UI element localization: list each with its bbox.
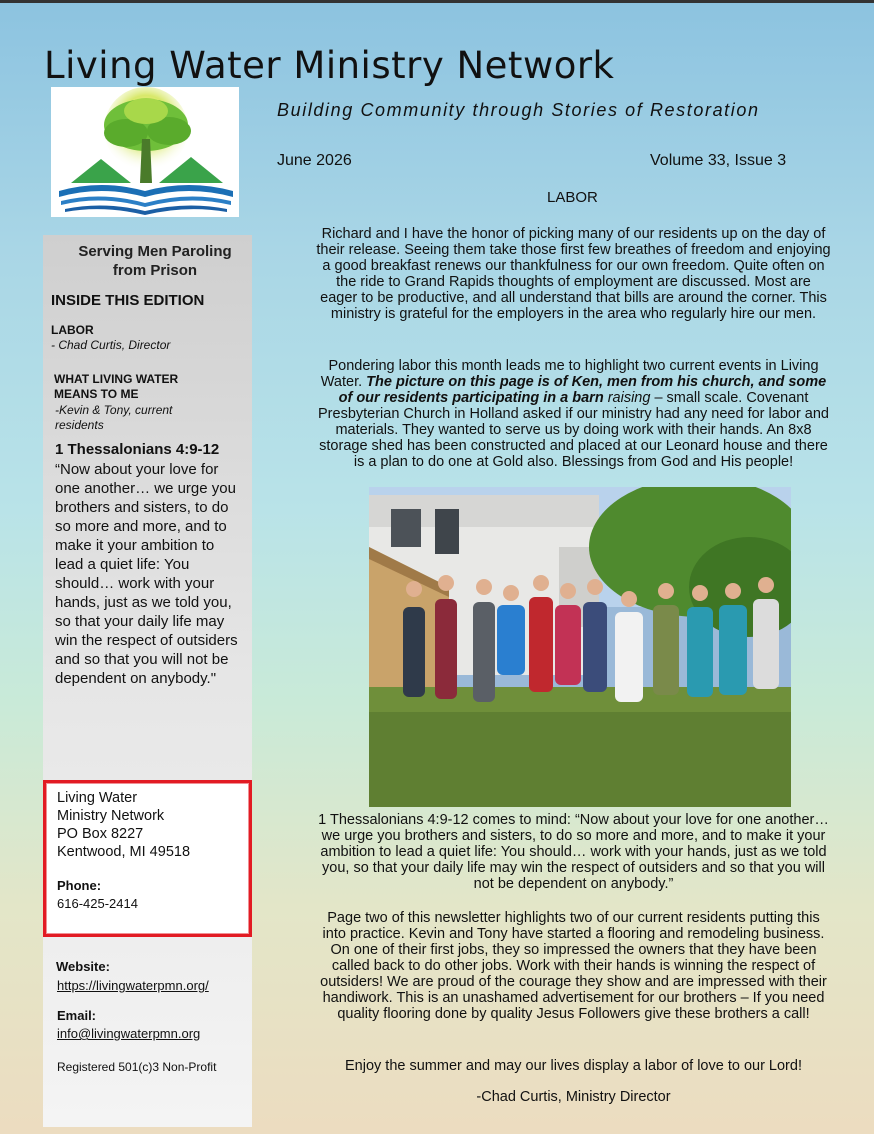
- phone-number: 616-425-2414: [57, 896, 138, 911]
- address-line: Living Water: [57, 790, 138, 806]
- website-link[interactable]: https://livingwaterpmn.org/: [57, 978, 209, 993]
- newsletter-subtitle: Building Community through Stories of Restoration: [277, 100, 760, 120]
- sidebar-verse-text: “Now about your love for one another… we urge you brothers and sisters, to do so more and more, and to make it your ambition to lead a quiet life: You should… work with your hands, just as we told you, so that your daily life may win the respect of outsiders and so that you will not be dependent on anybody.": [55, 461, 238, 687]
- phone-label: Phone:: [57, 878, 102, 893]
- issue-volume: Volume 33, Issue 3: [650, 152, 787, 169]
- article-paragraph-1: Richard and I have the honor of picking many of our residents up on the day of their release. Seeing them take those first few breathes of freedom and enjoying a good breakfast renews our thankfulness for our own freedom. Quite often on the ride to Grand Rapids thoughts of employment are discussed. Most are eager to be productive, and all understand that bills are around the corner. This ministry is grateful for the employers in the area who regularly hire our men.: [316, 226, 831, 322]
- toc-item-what-living-water-author: -Kevin & Tony, current residents: [55, 403, 173, 432]
- italic-word: raising: [607, 390, 651, 406]
- article-paragraph-4: Page two of this newsletter highlights two of our current residents putting this into practice. Kevin and Tony have started a flooring and remodeling business. On one of their first jobs, they so impressed the owners that they have been called back to do other jobs. Work with their hands is winning the respect of outsiders! We are proud of the courage they show and are impressed with their handiwork. This is an unashamed advertisement for our brothers – If you need quality flooring done by quality Jesus Followers give these brothers a call!: [320, 910, 827, 1022]
- address-line: Ministry Network: [57, 808, 165, 824]
- email-label: Email:: [57, 1008, 97, 1023]
- toc-item-what-living-water: WHAT LIVING WATER MEANS TO ME: [54, 372, 179, 401]
- emphasis-text: The picture on this page is of Ken, men from his church, and some of our residents participating in a barn: [338, 374, 827, 406]
- group-photo: [369, 487, 791, 807]
- inside-edition-heading: INSIDE THIS EDITION: [51, 292, 205, 309]
- sidebar-tagline: Serving Men Paroling from Prison: [78, 243, 232, 279]
- top-border: [0, 0, 874, 3]
- mailing-address: [57, 789, 190, 861]
- article-signature: -Chad Curtis, Ministry Director: [476, 1089, 671, 1105]
- email-link[interactable]: info@livingwaterpmn.org: [57, 1026, 201, 1041]
- newsletter-title: Living Water Ministry Network: [44, 44, 615, 87]
- article-paragraph-5: Enjoy the summer and may our lives display a labor of love to our Lord!: [345, 1058, 802, 1074]
- nonprofit-status: Registered 501(c)3 Non-Profit: [57, 1060, 217, 1074]
- paragraph-text: Pondering labor this month leads me to highlight two current events in Living Water.: [320, 358, 819, 390]
- toc-item-labor-author: - Chad Curtis, Director: [51, 338, 171, 352]
- tree-book-logo: [51, 87, 239, 217]
- address-line: PO Box 8227: [57, 826, 144, 842]
- toc-item-labor: LABOR: [51, 323, 94, 337]
- article-heading: LABOR: [547, 189, 598, 206]
- article-paragraph-2: [316, 358, 831, 470]
- website-label: Website:: [56, 959, 110, 974]
- address-line: Kentwood, MI 49518: [57, 844, 191, 860]
- sidebar-verse-reference: 1 Thessalonians 4:9-12: [55, 441, 220, 458]
- issue-date: June 2026: [277, 152, 352, 169]
- paragraph-text: – small scale. Covenant Presbyterian Church in Holland asked if our ministry had any need for labor and materials. They wanted to serve us by doing work with their hands. An 8x8 storage shed has been constructed and placed at our Leonard house and there is a plan to do one at Gold also. Blessings from God and His people!: [318, 390, 829, 470]
- article-paragraph-3: 1 Thessalonians 4:9-12 comes to mind: “Now about your love for one another… we urge you brothers and sisters, to do so more and more, and to make it your ambition to lead a quiet life: You should… work with your hands, just as we told you, so that your daily life may win the respect of outsiders and so that you will not be dependent on anybody.”: [318, 812, 829, 892]
